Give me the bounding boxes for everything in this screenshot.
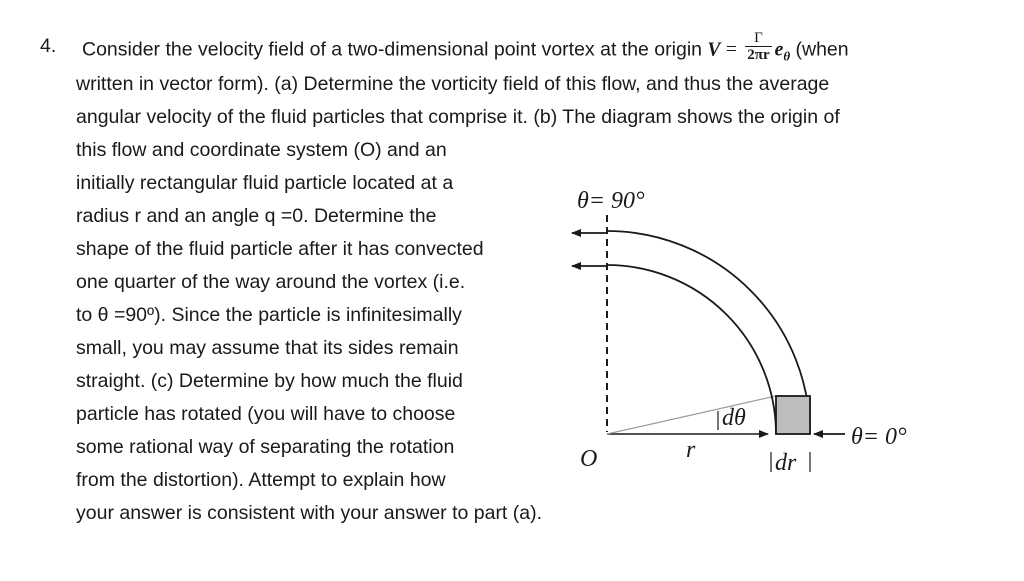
text-line-1: written in vector form). (a) Determine the vorticity field of this flow, and thus the average [76,73,830,95]
text-line-3: this flow and coordinate system (O) and an [76,139,447,161]
text-line-12: some rational way of separating the rotation [76,436,455,458]
unit-vector: e [774,39,784,61]
text-line-10: straight. (c) Determine by how much the fluid [76,370,463,392]
equals-sign: = [725,39,737,61]
fraction-denominator: 2πr [747,47,770,63]
label-r: r [686,437,696,463]
text-line-8: to θ =90º). Since the particle is infinitesimally [76,304,462,326]
radius-line [607,396,776,434]
text-line-5: radius r and an angle q =0. Determine the [76,205,437,227]
fraction-numerator: Γ [754,30,763,46]
unit-vector-subscript: θ [783,48,791,64]
problem-intro: Consider the velocity field of a two-dimensional point vortex at the origin [82,38,702,61]
label-theta-90: θ= 90° [577,188,645,214]
text-line-6: shape of the fluid particle after it has convected [76,238,484,260]
text-line-13: from the distortion). Attempt to explain how [76,469,446,491]
label-theta-0: θ= 0° [851,424,907,450]
velocity-symbol: V [707,39,721,61]
after-formula-text: (when [795,38,849,61]
label-dr: dr [775,450,797,476]
label-origin: O [580,446,598,472]
text-line-7: one quarter of the way around the vortex (i.e. [76,271,466,293]
label-dtheta: dθ [722,405,746,431]
text-line-9: small, you may assume that its sides remain [76,337,459,359]
text-line-4: initially rectangular fluid particle located at a [76,172,454,194]
text-line-14: your answer is consistent with your answer to part (a). [76,502,543,524]
fluid-particle [776,396,810,434]
problem-number: 4. [40,35,57,57]
text-line-2: angular velocity of the fluid particles that comprise it. (b) The diagram shows the origin of [76,106,840,128]
text-line-11: particle has rotated (you will have to choose [76,403,456,425]
